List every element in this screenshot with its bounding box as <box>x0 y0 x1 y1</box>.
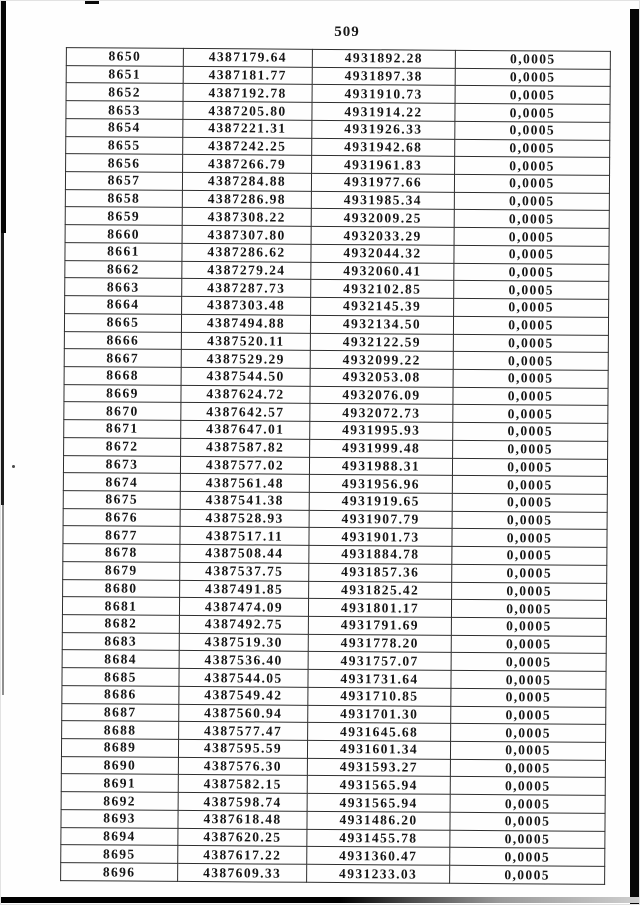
cell-tolerance: 0,0005 <box>455 68 610 87</box>
cell-tolerance: 0,0005 <box>453 405 608 424</box>
scan-artifact-speck <box>12 465 15 468</box>
cell-tolerance: 0,0005 <box>453 387 608 406</box>
cell-coordinate-y: 4931801.17 <box>308 599 451 618</box>
cell-point-id: 8655 <box>66 136 183 155</box>
cell-point-id: 8650 <box>66 48 183 67</box>
cell-point-id: 8687 <box>62 703 179 722</box>
cell-coordinate-x: 4387549.42 <box>179 686 308 705</box>
cell-coordinate-x: 4387284.88 <box>182 172 311 191</box>
cell-coordinate-y: 4931601.34 <box>307 740 450 759</box>
cell-coordinate-y: 4931919.65 <box>309 492 452 511</box>
cell-coordinate-y: 4931791.69 <box>308 616 451 635</box>
cell-point-id: 8664 <box>65 296 182 315</box>
cell-coordinate-y: 4931892.28 <box>312 49 455 68</box>
cell-coordinate-x: 4387520.11 <box>181 332 310 351</box>
cell-tolerance: 0,0005 <box>455 50 610 69</box>
cell-coordinate-x: 4387492.75 <box>179 615 308 634</box>
cell-point-id: 8688 <box>62 721 179 740</box>
cell-coordinate-y: 4932099.22 <box>310 351 453 370</box>
cell-coordinate-y: 4931988.31 <box>309 457 452 476</box>
cell-point-id: 8654 <box>66 118 183 137</box>
cell-coordinate-y: 4931907.79 <box>309 510 452 529</box>
coordinates-table-body <box>61 48 611 885</box>
cell-coordinate-x: 4387181.77 <box>183 66 312 85</box>
cell-tolerance: 0,0005 <box>450 812 605 831</box>
cell-point-id: 8663 <box>65 278 182 297</box>
cell-point-id: 8682 <box>62 615 179 634</box>
cell-coordinate-x: 4387617.22 <box>178 846 307 865</box>
cell-coordinate-y: 4931999.48 <box>310 439 453 458</box>
cell-point-id: 8672 <box>64 437 181 456</box>
cell-coordinate-y: 4932134.50 <box>310 315 453 334</box>
cell-coordinate-y: 4931884.78 <box>309 545 452 564</box>
cell-tolerance: 0,0005 <box>454 245 609 264</box>
cell-coordinate-x: 4387303.48 <box>182 296 311 315</box>
cell-point-id: 8686 <box>62 685 179 704</box>
cell-coordinate-y: 4932053.08 <box>310 368 453 387</box>
cell-point-id: 8652 <box>66 83 183 102</box>
cell-coordinate-y: 4931910.73 <box>312 85 455 104</box>
cell-point-id: 8691 <box>61 774 178 793</box>
cell-coordinate-x: 4387286.98 <box>182 190 311 209</box>
cell-coordinate-x: 4387598.74 <box>178 793 307 812</box>
cell-point-id: 8670 <box>64 402 181 421</box>
scan-artifact-right-bar <box>630 9 640 905</box>
cell-tolerance: 0,0005 <box>454 298 609 317</box>
cell-coordinate-y: 4932102.85 <box>311 280 454 299</box>
cell-point-id: 8676 <box>63 508 180 527</box>
cell-tolerance: 0,0005 <box>451 688 606 707</box>
cell-coordinate-y: 4931757.07 <box>308 652 451 671</box>
cell-tolerance: 0,0005 <box>453 440 608 459</box>
cell-point-id: 8660 <box>65 225 182 244</box>
cell-coordinate-y: 4931942.68 <box>312 138 455 157</box>
cell-coordinate-x: 4387308.22 <box>182 208 311 227</box>
cell-tolerance: 0,0005 <box>452 546 607 565</box>
cell-coordinate-y: 4931455.78 <box>307 829 450 848</box>
cell-coordinate-x: 4387609.33 <box>178 863 307 882</box>
cell-tolerance: 0,0005 <box>455 139 610 158</box>
cell-coordinate-x: 4387287.73 <box>182 279 311 298</box>
cell-point-id: 8665 <box>64 313 181 332</box>
page-number: 509 <box>334 24 360 40</box>
cell-tolerance: 0,0005 <box>450 794 605 813</box>
cell-coordinate-x: 4387528.93 <box>180 509 309 528</box>
cell-coordinate-y: 4931565.94 <box>307 776 450 795</box>
cell-coordinate-y: 4931956.96 <box>309 475 452 494</box>
cell-coordinate-x: 4387529.29 <box>181 350 310 369</box>
cell-tolerance: 0,0005 <box>452 564 607 583</box>
cell-coordinate-x: 4387647.01 <box>181 421 310 440</box>
cell-coordinate-y: 4932009.25 <box>311 209 454 228</box>
cell-coordinate-x: 4387582.15 <box>178 775 307 794</box>
cell-point-id: 8689 <box>61 739 178 758</box>
cell-point-id: 8667 <box>64 349 181 368</box>
cell-coordinate-y: 4931897.38 <box>312 67 455 86</box>
cell-tolerance: 0,0005 <box>450 777 605 796</box>
cell-coordinate-y: 4931857.36 <box>309 563 452 582</box>
cell-tolerance: 0,0005 <box>451 653 606 672</box>
cell-point-id: 8685 <box>62 668 179 687</box>
cell-coordinate-x: 4387544.05 <box>179 669 308 688</box>
cell-point-id: 8692 <box>61 792 178 811</box>
cell-point-id: 8696 <box>61 863 178 882</box>
cell-coordinate-x: 4387307.80 <box>182 226 311 245</box>
cell-tolerance: 0,0005 <box>450 759 605 778</box>
cell-tolerance: 0,0005 <box>453 352 608 371</box>
cell-coordinate-x: 4387577.47 <box>179 722 308 741</box>
cell-coordinate-x: 4387242.25 <box>183 137 312 156</box>
scan-artifact-left-bar-low <box>2 505 4 695</box>
cell-tolerance: 0,0005 <box>454 228 609 247</box>
cell-coordinate-x: 4387537.75 <box>180 562 309 581</box>
cell-point-id: 8669 <box>64 384 181 403</box>
cell-tolerance: 0,0005 <box>451 617 606 636</box>
cell-coordinate-x: 4387642.57 <box>181 403 310 422</box>
cell-point-id: 8690 <box>61 756 178 775</box>
cell-tolerance: 0,0005 <box>452 582 607 601</box>
cell-coordinate-y: 4931977.66 <box>311 173 454 192</box>
cell-tolerance: 0,0005 <box>450 865 605 884</box>
cell-point-id: 8695 <box>61 845 178 864</box>
cell-tolerance: 0,0005 <box>450 848 605 867</box>
cell-point-id: 8662 <box>65 260 182 279</box>
scan-artifact-top-tick <box>85 1 99 4</box>
cell-coordinate-y: 4931360.47 <box>307 847 450 866</box>
cell-tolerance: 0,0005 <box>454 263 609 282</box>
cell-coordinate-x: 4387587.82 <box>181 438 310 457</box>
cell-coordinate-y: 4931233.03 <box>307 864 450 883</box>
cell-coordinate-x: 4387560.94 <box>179 704 308 723</box>
cell-point-id: 8673 <box>63 455 180 474</box>
cell-tolerance: 0,0005 <box>455 86 610 105</box>
cell-point-id: 8677 <box>63 526 180 545</box>
cell-coordinate-y: 4931645.68 <box>308 723 451 742</box>
table-row <box>61 863 605 885</box>
cell-point-id: 8681 <box>62 597 179 616</box>
cell-tolerance: 0,0005 <box>454 192 609 211</box>
cell-coordinate-y: 4931731.64 <box>308 669 451 688</box>
cell-tolerance: 0,0005 <box>455 121 610 140</box>
cell-coordinate-y: 4932060.41 <box>311 262 454 281</box>
cell-tolerance: 0,0005 <box>452 493 607 512</box>
cell-coordinate-y: 4931486.20 <box>307 811 450 830</box>
cell-coordinate-x: 4387577.02 <box>180 456 309 475</box>
cell-point-id: 8651 <box>66 65 183 84</box>
cell-coordinate-y: 4931565.94 <box>307 793 450 812</box>
cell-coordinate-y: 4931926.33 <box>312 120 455 139</box>
cell-tolerance: 0,0005 <box>454 281 609 300</box>
cell-coordinate-x: 4387474.09 <box>179 598 308 617</box>
cell-tolerance: 0,0005 <box>452 511 607 530</box>
cell-tolerance: 0,0005 <box>452 458 607 477</box>
cell-coordinate-y: 4931961.83 <box>312 156 455 175</box>
cell-tolerance: 0,0005 <box>450 741 605 760</box>
cell-coordinate-y: 4931710.85 <box>308 687 451 706</box>
cell-point-id: 8661 <box>65 243 182 262</box>
cell-point-id: 8694 <box>61 827 178 846</box>
cell-point-id: 8658 <box>65 189 182 208</box>
cell-point-id: 8656 <box>66 154 183 173</box>
cell-coordinate-y: 4931825.42 <box>309 581 452 600</box>
cell-point-id: 8684 <box>62 650 179 669</box>
cell-coordinate-x: 4387508.44 <box>180 545 309 564</box>
cell-coordinate-y: 4931701.30 <box>308 705 451 724</box>
cell-point-id: 8683 <box>62 632 179 651</box>
cell-point-id: 8675 <box>63 491 180 510</box>
cell-coordinate-y: 4932033.29 <box>311 227 454 246</box>
cell-coordinate-x: 4387221.31 <box>183 119 312 138</box>
cell-coordinate-x: 4387517.11 <box>180 527 309 546</box>
cell-coordinate-x: 4387286.62 <box>182 243 311 262</box>
cell-tolerance: 0,0005 <box>453 316 608 335</box>
cell-tolerance: 0,0005 <box>451 635 606 654</box>
cell-coordinate-x: 4387544.50 <box>181 367 310 386</box>
cell-coordinate-y: 4931914.22 <box>312 102 455 121</box>
cell-coordinate-y: 4932044.32 <box>311 244 454 263</box>
cell-coordinate-x: 4387192.78 <box>183 84 312 103</box>
scan-artifact-bottom-bar <box>1 897 640 903</box>
cell-coordinate-x: 4387519.30 <box>179 633 308 652</box>
cell-coordinate-x: 4387266.79 <box>183 155 312 174</box>
cell-coordinate-y: 4932145.39 <box>311 297 454 316</box>
cell-tolerance: 0,0005 <box>453 369 608 388</box>
cell-tolerance: 0,0005 <box>452 476 607 495</box>
cell-point-id: 8659 <box>65 207 182 226</box>
cell-coordinate-y: 4931593.27 <box>307 758 450 777</box>
cell-point-id: 8693 <box>61 809 178 828</box>
cell-coordinate-x: 4387536.40 <box>179 651 308 670</box>
cell-tolerance: 0,0005 <box>451 706 606 725</box>
cell-point-id: 8666 <box>64 331 181 350</box>
cell-coordinate-x: 4387279.24 <box>182 261 311 280</box>
cell-coordinate-x: 4387205.80 <box>183 102 312 121</box>
cell-tolerance: 0,0005 <box>452 529 607 548</box>
cell-point-id: 8657 <box>65 172 182 191</box>
cell-coordinate-y: 4932076.09 <box>310 386 453 405</box>
cell-coordinate-x: 4387576.30 <box>178 757 307 776</box>
cell-point-id: 8671 <box>64 420 181 439</box>
cell-point-id: 8674 <box>63 473 180 492</box>
cell-point-id: 8678 <box>63 544 180 563</box>
cell-coordinate-x: 4387624.72 <box>181 385 310 404</box>
cell-tolerance: 0,0005 <box>453 334 608 353</box>
cell-tolerance: 0,0005 <box>454 210 609 229</box>
cell-point-id: 8680 <box>63 579 180 598</box>
cell-point-id: 8679 <box>63 561 180 580</box>
cell-coordinate-x: 4387618.48 <box>178 810 307 829</box>
cell-tolerance: 0,0005 <box>455 157 610 176</box>
cell-coordinate-x: 4387595.59 <box>178 739 307 758</box>
cell-tolerance: 0,0005 <box>451 600 606 619</box>
cell-tolerance: 0,0005 <box>454 174 609 193</box>
cell-coordinate-x: 4387491.85 <box>180 580 309 599</box>
cell-coordinate-y: 4931778.20 <box>308 634 451 653</box>
cell-coordinate-y: 4932122.59 <box>310 333 453 352</box>
cell-coordinate-y: 4932072.73 <box>310 404 453 423</box>
cell-tolerance: 0,0005 <box>451 670 606 689</box>
scan-artifact-left-bar-mid <box>1 233 4 505</box>
cell-tolerance: 0,0005 <box>451 724 606 743</box>
cell-coordinate-x: 4387541.38 <box>180 491 309 510</box>
cell-coordinate-y: 4931985.34 <box>311 191 454 210</box>
coordinates-table <box>60 47 611 885</box>
cell-coordinate-x: 4387620.25 <box>178 828 307 847</box>
cell-coordinate-x: 4387179.64 <box>183 48 312 67</box>
cell-coordinate-x: 4387561.48 <box>180 474 309 493</box>
cell-point-id: 8653 <box>66 101 183 120</box>
cell-tolerance: 0,0005 <box>455 103 610 122</box>
cell-tolerance: 0,0005 <box>453 422 608 441</box>
cell-coordinate-x: 4387494.88 <box>181 314 310 333</box>
cell-point-id: 8668 <box>64 367 181 386</box>
cell-tolerance: 0,0005 <box>450 830 605 849</box>
scan-artifact-left-bar-top <box>1 1 6 233</box>
cell-coordinate-y: 4931995.93 <box>310 421 453 440</box>
cell-coordinate-y: 4931901.73 <box>309 528 452 547</box>
